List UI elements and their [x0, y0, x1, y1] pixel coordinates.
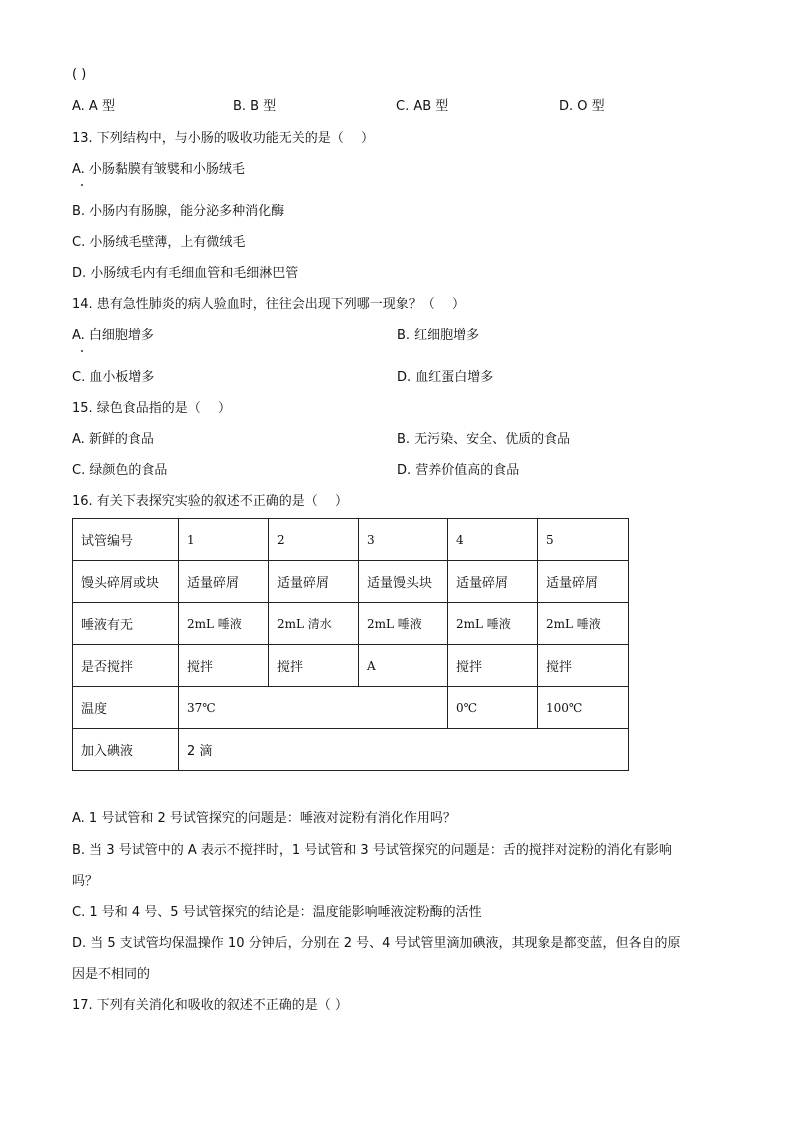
q13-option-a-dot: [81, 184, 83, 186]
table-header-cell: 试管编号: [73, 519, 179, 561]
table-cell: 搅拌: [448, 645, 538, 687]
table-cell: 37℃: [179, 687, 448, 729]
table-cell: 适量碎屑: [179, 561, 269, 603]
table-cell: 2 滴: [179, 729, 629, 771]
tube-number: 2: [269, 519, 359, 561]
q13-stem: 13. 下列结构中，与小肠的吸收功能无关的是（ ）: [72, 131, 374, 146]
q16-option-a: A. 1 号试管和 2 号试管探究的问题是：唾液对淀粉有消化作用吗？: [72, 811, 456, 826]
q14-option-c: C. 血小板增多: [72, 370, 155, 385]
table-header-cell: 加入碘液: [73, 729, 179, 771]
table-cell: 搅拌: [538, 645, 629, 687]
q13-option-b: B. 小肠内有肠腺，能分泌多种消化酶: [72, 204, 285, 219]
q12-option-d: D. O 型: [559, 99, 605, 114]
q16-option-b-line1: B. 当 3 号试管中的 A 表示不搅拌时，1 号试管和 3 号试管探究的问题是：舌的搅拌对淀粉的消化有影响: [72, 843, 672, 858]
q16-stem: 16. 有关下表探究实验的叙述不正确的是（ ）: [72, 494, 348, 509]
table-cell: 100℃: [538, 687, 629, 729]
q16-option-d-line2: 因是不相同的: [72, 967, 151, 982]
tube-number: 3: [359, 519, 448, 561]
table-row: [73, 645, 629, 687]
q13-option-a: A. 小肠黏膜有皱襞和小肠绒毛: [72, 162, 245, 177]
table-cell: 适量碎屑: [538, 561, 629, 603]
table-cell: 0℃: [448, 687, 538, 729]
table-header-cell: 是否搅拌: [73, 645, 179, 687]
table-cell: 2mL 唾液: [448, 603, 538, 645]
q14-stem: 14. 患有急性肺炎的病人验血时，往往会出现下列哪一现象？（ ）: [72, 297, 465, 312]
q12-option-c: C. AB 型: [396, 99, 449, 114]
table-cell: 适量馒头块: [359, 561, 448, 603]
tube-number: 1: [179, 519, 269, 561]
table-row: [73, 687, 629, 729]
table-cell: 2mL 唾液: [179, 603, 269, 645]
q12-option-a: A. A 型: [72, 99, 115, 114]
tube-number: 5: [538, 519, 629, 561]
table-cell: 搅拌: [179, 645, 269, 687]
table-row: [73, 519, 629, 561]
q16-option-d-line1: D. 当 5 支试管均保温操作 10 分钟后，分别在 2 号、4 号试管里滴加碘液，其现象是都变蓝，但各自的原: [72, 936, 681, 951]
q12-bracket: ( ): [72, 67, 87, 82]
tube-number: 4: [448, 519, 538, 561]
table-header-cell: 温度: [73, 687, 179, 729]
table-cell: 搅拌: [269, 645, 359, 687]
q14-option-b: B. 红细胞增多: [397, 328, 480, 343]
table-header-cell: 唾液有无: [73, 603, 179, 645]
table-row: [73, 603, 629, 645]
q15-option-b: B. 无污染、安全、优质的食品: [397, 432, 571, 447]
table-row: [73, 729, 629, 771]
q13-option-c: C. 小肠绒毛壁薄，上有微绒毛: [72, 235, 246, 250]
table-cell: 2mL 清水: [269, 603, 359, 645]
q16-option-b-line2: 吗？: [72, 874, 99, 889]
table-header-cell: 馒头碎屑或块: [73, 561, 179, 603]
q15-stem: 15. 绿色食品指的是（ ）: [72, 401, 231, 416]
q16-option-c: C. 1 号和 4 号、5 号试管探究的结论是：温度能影响唾液淀粉酶的活性: [72, 905, 482, 920]
q15-option-c: C. 绿颜色的食品: [72, 463, 168, 478]
q15-option-d: D. 营养价值高的食品: [397, 463, 520, 478]
q13-option-d: D. 小肠绒毛内有毛细血管和毛细淋巴管: [72, 266, 299, 281]
q17-stem: 17. 下列有关消化和吸收的叙述不正确的是（ ）: [72, 998, 348, 1013]
q14-option-d: D. 血红蛋白增多: [397, 370, 494, 385]
table-cell: 2mL 唾液: [359, 603, 448, 645]
experiment-table: [72, 518, 629, 771]
q15-option-a: A. 新鲜的食品: [72, 432, 154, 447]
table-cell: 2mL 唾液: [538, 603, 629, 645]
q12-option-b: B. B 型: [233, 99, 277, 114]
table-cell: 适量碎屑: [448, 561, 538, 603]
table-cell: 适量碎屑: [269, 561, 359, 603]
q14-option-a: A. 白细胞增多: [72, 328, 154, 343]
table-row: [73, 561, 629, 603]
q14-option-a-dot: [81, 350, 83, 352]
table-cell: A: [359, 645, 448, 687]
